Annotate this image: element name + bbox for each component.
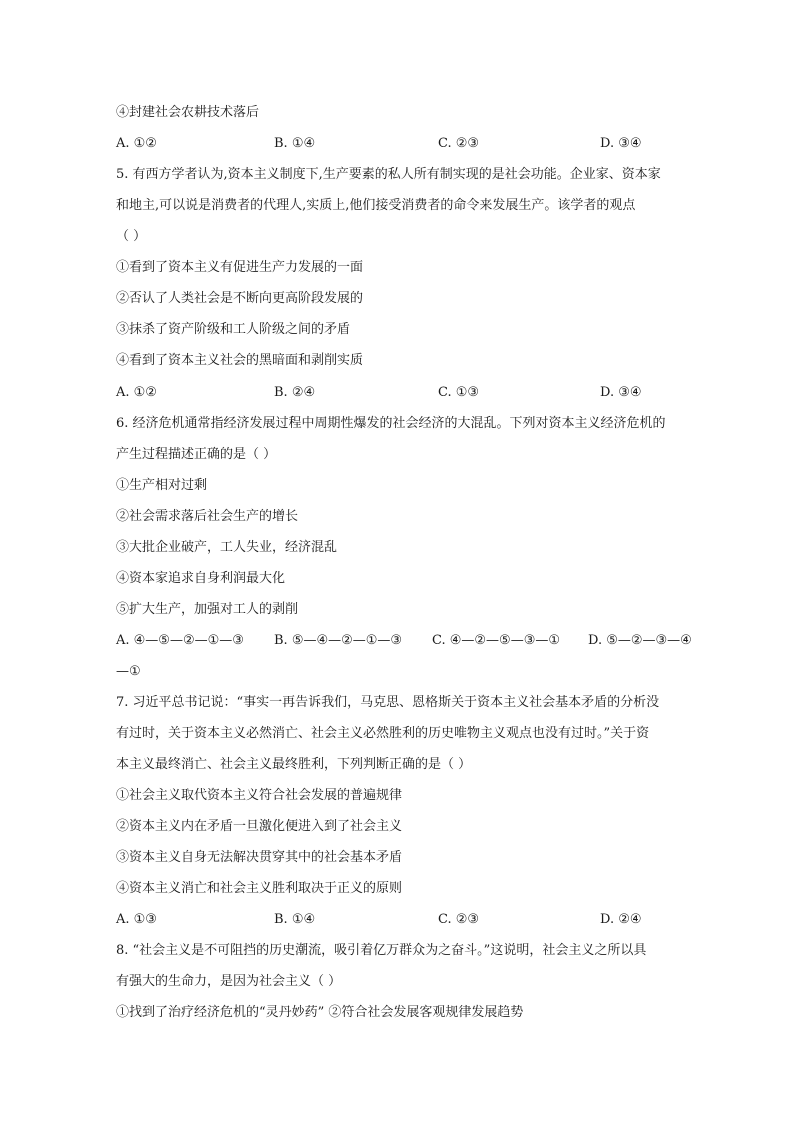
q5-option-b: B. ②④ xyxy=(274,385,316,400)
q5-stem-line-2: 和地主,可以说是消费者的代理人,实质上,他们接受消费者的命令来发展生产。该学者的观点 xyxy=(116,198,636,213)
q5-options xyxy=(116,384,716,402)
q7-statement-2: ②资本主义内在矛盾一旦激化便进入到了社会主义 xyxy=(116,819,403,834)
q7-option-b: B. ①④ xyxy=(274,912,316,927)
q7-stem-line-1: 7. 习近平总书记说：“事实一再告诉我们，马克思、恩格斯关于资本主义社会基本矛盾的分析没 xyxy=(116,695,660,710)
q4-option-a: A. ①② xyxy=(116,136,157,151)
q7-statement-3: ③资本主义自身无法解决贯穿其中的社会基本矛盾 xyxy=(116,850,403,865)
q5-statement-3: ③抹杀了资产阶级和工人阶级之间的矛盾 xyxy=(116,322,351,337)
q4-options xyxy=(116,135,716,153)
q4-option-b: B. ①④ xyxy=(274,136,316,151)
q6-statement-1: ①生产相对过剩 xyxy=(116,478,208,493)
q6-stem-line-1: 6. 经济危机通常指经济发展过程中周期性爆发的社会经济的大混乱。下列对资本主义经济危机的 xyxy=(116,416,666,431)
q7-option-d: D. ②④ xyxy=(600,912,642,927)
q6-options xyxy=(116,632,716,650)
q5-statement-4: ④看到了资本主义社会的黑暗面和剥削实质 xyxy=(116,353,364,368)
q4-option-d: D. ③④ xyxy=(600,136,642,151)
q5-statement-2: ②否认了人类社会是不断向更高阶段发展的 xyxy=(116,291,364,306)
q7-statement-1: ①社会主义取代资本主义符合社会发展的普遍规律 xyxy=(116,788,403,803)
q7-stem-line-2: 有过时，关于资本主义必然消亡、社会主义必然胜利的历史唯物主义观点也没有过时。”关于资 xyxy=(116,726,650,741)
q7-option-c: C. ②③ xyxy=(438,912,480,927)
q7-option-a: A. ①③ xyxy=(116,912,157,927)
q6-option-a: A. ④—⑤—②—①—③ xyxy=(116,633,244,648)
q8-statements-1-2: ①找到了治疗经济危机的“灵丹妙药” ②符合社会发展客观规律发展趋势 xyxy=(116,1005,524,1020)
q6-option-b: B. ⑤—④—②—①—③ xyxy=(274,633,403,648)
q6-option-c: C. ④—②—⑤—③—① xyxy=(432,633,561,648)
q4-option-c: C. ②③ xyxy=(438,136,480,151)
q5-statement-1: ①看到了资本主义有促进生产力发展的一面 xyxy=(116,260,364,275)
q6-statement-4: ④资本家追求自身利润最大化 xyxy=(116,571,286,586)
q6-statement-2: ②社会需求落后社会生产的增长 xyxy=(116,509,299,524)
q5-option-c: C. ①③ xyxy=(438,385,480,400)
q6-statement-3: ③大批企业破产，工人失业，经济混乱 xyxy=(116,540,338,555)
q4-statement-4: ④封建社会农耕技术落后 xyxy=(116,105,260,120)
q5-option-d: D. ③④ xyxy=(600,385,642,400)
q7-options xyxy=(116,911,716,929)
q5-answer-blank: （ ） xyxy=(116,229,147,244)
q7-statement-4: ④资本主义消亡和社会主义胜利取决于正义的原则 xyxy=(116,881,403,896)
q6-option-d: D. ⑤—②—③—④ xyxy=(588,633,692,648)
q6-option-d-continued: —① xyxy=(116,664,141,679)
q8-stem-line-2: 有强大的生命力，是因为社会主义（ ） xyxy=(116,974,342,989)
q6-statement-5: ⑤扩大生产，加强对工人的剥削 xyxy=(116,602,299,617)
q7-stem-line-3: 本主义最终消亡、社会主义最终胜利，下列判断正确的是（ ） xyxy=(116,757,472,772)
q5-option-a: A. ①② xyxy=(116,385,157,400)
q5-stem-line-1: 5. 有西方学者认为,资本主义制度下,生产要素的私人所有制实现的是社会功能。企业家、资本家 xyxy=(116,167,661,182)
q6-stem-line-2: 产生过程描述正确的是（ ） xyxy=(116,447,277,462)
q8-stem-line-1: 8. “社会主义是不可阻挡的历史潮流，吸引着亿万群众为之奋斗。”这说明，社会主义之所以具 xyxy=(116,943,647,958)
